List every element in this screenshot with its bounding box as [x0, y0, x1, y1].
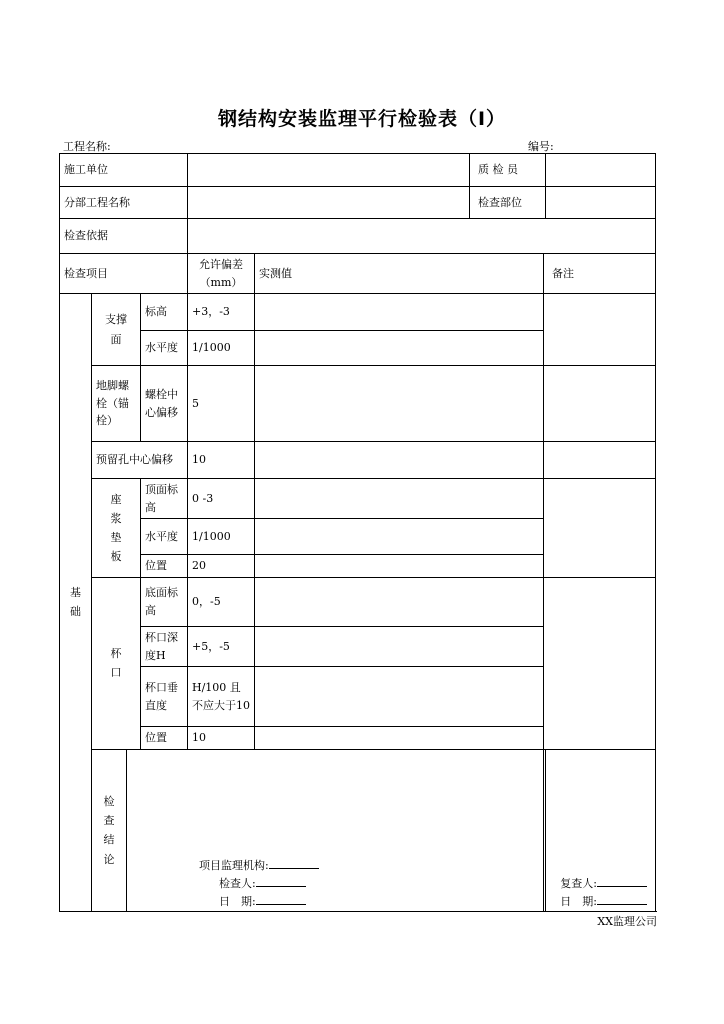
reviewer: 复查人: [560, 875, 647, 893]
review-area[interactable] [546, 749, 656, 911]
grout-pad-label: 座浆垫板 [92, 479, 141, 578]
cup-position-label: 位置 [141, 727, 188, 750]
inspection-basis-label: 检查依据 [60, 219, 188, 254]
cup-bottom-elev-tol: 0，-5 [188, 577, 255, 626]
support-levelness-tol: 1/1000 [188, 331, 255, 366]
subproject-name-label: 分部工程名称 [60, 187, 188, 219]
subproject-name-value[interactable] [188, 187, 470, 219]
measured-cell[interactable] [255, 331, 544, 366]
inspector-label: 质 检 员 [470, 154, 546, 187]
cup-position-tol: 10 [188, 727, 255, 750]
anchor-bolt-label: 地脚螺栓（锚栓） [92, 366, 141, 442]
measured-cell[interactable] [255, 626, 544, 666]
remark-cell[interactable] [544, 366, 656, 442]
support-surface-label: 支撑面 [92, 294, 141, 366]
inspection-part-label: 检查部位 [470, 187, 546, 219]
remark-header: 备注 [544, 254, 656, 294]
review-date: 日 期: [560, 893, 647, 911]
grout-position-label: 位置 [141, 555, 188, 578]
cup-bottom-elev-label: 底面标高 [141, 577, 188, 626]
remark-cell[interactable] [544, 577, 656, 749]
grout-top-elev-tol: 0 -3 [188, 479, 255, 519]
cup-vertical-tol: H/100 且不应大于10 [188, 667, 255, 727]
inspector-value[interactable] [546, 154, 656, 187]
remark-cell[interactable] [544, 294, 656, 366]
measured-cell[interactable] [255, 555, 544, 578]
remark-cell[interactable] [544, 479, 656, 578]
construction-unit-value[interactable] [188, 154, 470, 187]
cup-vertical-label: 杯口垂直度 [141, 667, 188, 727]
conclusion-label: 检查结论 [92, 749, 127, 911]
measured-cell[interactable] [255, 727, 544, 750]
support-elevation-tol: +3，-3 [188, 294, 255, 331]
reserved-hole-tol: 10 [188, 442, 255, 479]
remark-cell[interactable] [544, 442, 656, 479]
cup-depth-tol: +5，-5 [188, 626, 255, 666]
inspection-part-value[interactable] [546, 187, 656, 219]
grout-position-tol: 20 [188, 555, 255, 578]
conclusion-area[interactable] [127, 749, 544, 911]
support-levelness-label: 水平度 [141, 331, 188, 366]
measured-cell[interactable] [255, 366, 544, 442]
measured-cell[interactable] [255, 294, 544, 331]
check-date: 日 期: [219, 893, 306, 911]
measured-cell[interactable] [255, 667, 544, 727]
tolerance-header: 允许偏差（mm） [188, 254, 255, 294]
reserved-hole-label: 预留孔中心偏移 [92, 442, 188, 479]
supervision-org: 项目监理机构: [199, 857, 319, 875]
project-name-label: 工程名称: [63, 140, 111, 153]
cup-label: 杯口 [92, 577, 141, 749]
bolt-offset-tol: 5 [188, 366, 255, 442]
grout-top-elev-label: 顶面标高 [141, 479, 188, 519]
measured-cell[interactable] [255, 442, 544, 479]
grout-levelness-label: 水平度 [141, 519, 188, 555]
grout-levelness-tol: 1/1000 [188, 519, 255, 555]
number-label: 编号: [528, 140, 554, 153]
page-title: 钢结构安装监理平行检验表（Ⅰ） [217, 108, 507, 130]
inspection-item-header: 检查项目 [60, 254, 188, 294]
bolt-offset-label: 螺栓中心偏移 [141, 366, 188, 442]
measured-cell[interactable] [255, 519, 544, 555]
measured-cell[interactable] [255, 577, 544, 626]
measured-header: 实测值 [255, 254, 544, 294]
inspection-basis-value[interactable] [188, 219, 656, 254]
support-elevation-label: 标高 [141, 294, 188, 331]
foundation-label: 基础 [60, 294, 92, 912]
measured-cell[interactable] [255, 479, 544, 519]
construction-unit-label: 施工单位 [60, 154, 188, 187]
cup-depth-label: 杯口深度H [141, 626, 188, 666]
inspection-form [59, 153, 656, 912]
checker: 检查人: [219, 875, 306, 893]
company-footer: XX监理公司 [597, 915, 657, 928]
